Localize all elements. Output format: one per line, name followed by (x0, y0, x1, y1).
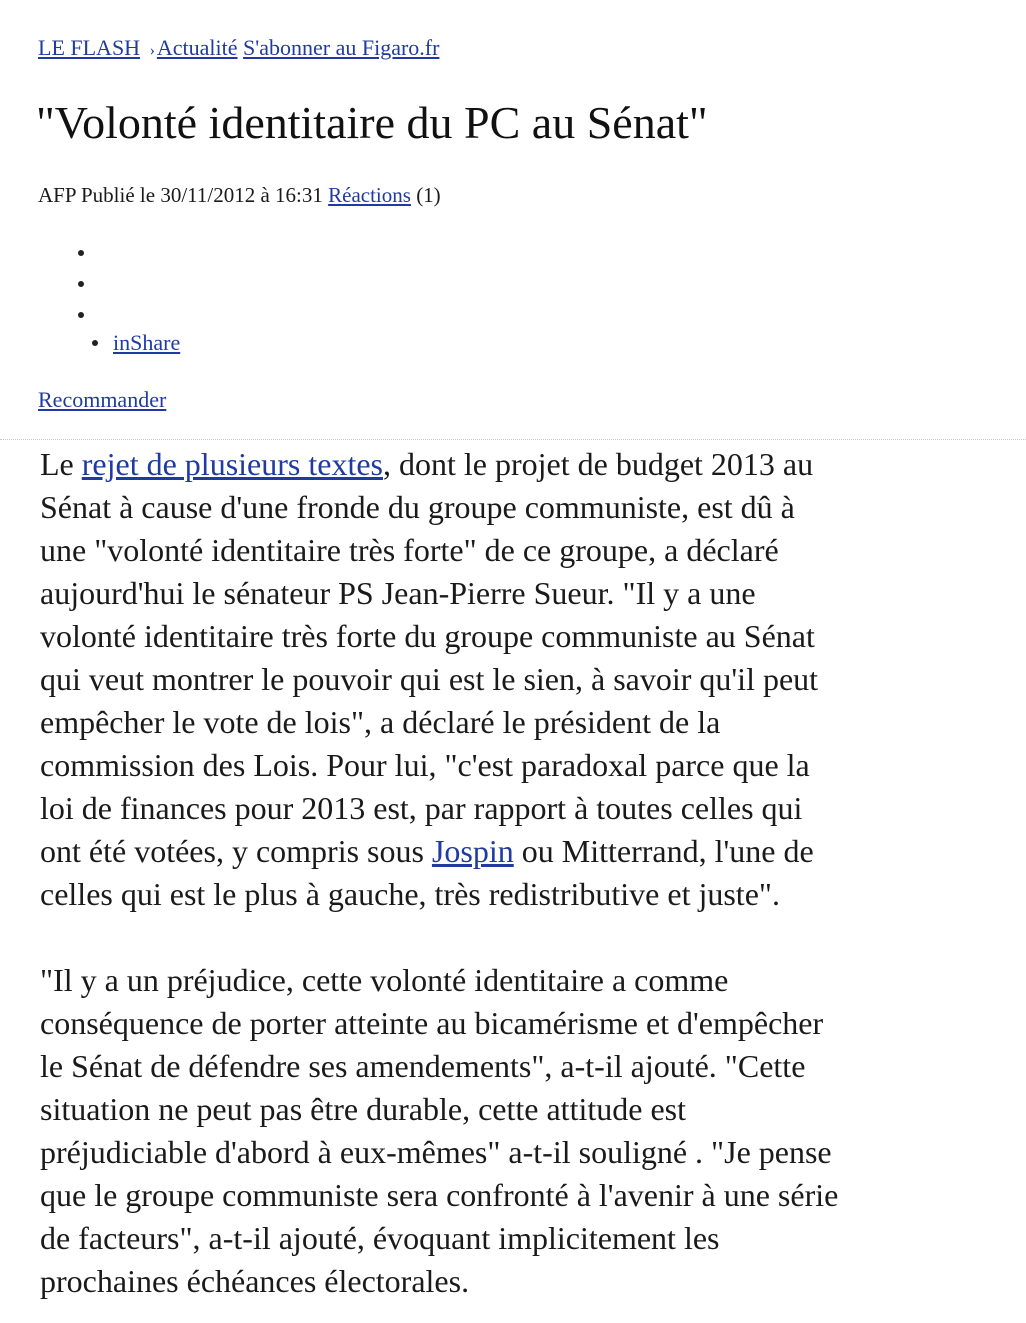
publication-info: AFP Publié le 30/11/2012 à 16:31 (38, 183, 323, 207)
text-segment: ou Mitterrand, l'une de (513, 833, 814, 869)
text-line: préjudiciable d'abord à eux-mêmes" a-t-il souligné . "Je pense (40, 1134, 832, 1170)
text-line: de facteurs", a-t-il ajouté, évoquant implicitement les (40, 1220, 720, 1256)
text-segment: Le (40, 446, 82, 482)
text-line: le Sénat de défendre ses amendements", a-t-il ajouté. "Cette (40, 1048, 806, 1084)
bullet-icon (78, 250, 84, 256)
jospin-link[interactable]: Jospin (431, 833, 514, 869)
share-item-empty (78, 300, 90, 331)
text-line: une "volonté identitaire très forte" de ce groupe, a déclaré (40, 532, 779, 568)
share-item-empty (78, 238, 90, 269)
text-line (40, 830, 1000, 873)
article-title: "Volonté identitaire du PC au Sénat" (36, 97, 708, 148)
breadcrumb-separator-icon: › (149, 42, 155, 59)
text-line: que le groupe communiste sera confronté à l'avenir à une série (40, 1177, 839, 1213)
text-line: conséquence de porter atteinte au bicamérisme et d'empêcher (40, 1005, 824, 1041)
text-line: aujourd'hui le sénateur PS Jean-Pierre Sueur. "Il y a une (40, 575, 756, 611)
reactions-count: (1) (416, 183, 441, 207)
breadcrumb-nav (38, 34, 439, 65)
paragraph-2 (40, 959, 1000, 1303)
share-item-empty (78, 269, 90, 300)
le-flash-link[interactable]: LE FLASH (38, 35, 141, 60)
recommend-link[interactable]: Recommander (38, 387, 167, 412)
text-line (40, 443, 1000, 486)
text-line: volonté identitaire très forte du groupe communiste au Sénat (40, 618, 815, 654)
text-line: situation ne peut pas être durable, cette attitude est (40, 1091, 686, 1127)
reactions-link[interactable]: Réactions (328, 183, 411, 207)
bullet-icon (78, 312, 84, 318)
share-item-inshare (78, 328, 181, 359)
text-line: commission des Lois. Pour lui, "c'est paradoxal parce que la (40, 747, 810, 783)
subscribe-link[interactable]: S'abonner au Figaro.fr (243, 35, 440, 60)
paragraph-1 (40, 443, 1000, 916)
text-segment: , dont le projet de budget 2013 au (382, 446, 814, 482)
text-line: Sénat à cause d'une fronde du groupe communiste, est dû à (40, 489, 795, 525)
bullet-icon (92, 340, 98, 346)
actualite-link[interactable]: Actualité (156, 35, 238, 60)
article-body (40, 443, 1000, 1303)
text-line: loi de finances pour 2013 est, par rapport à toutes celles qui (40, 790, 803, 826)
share-list (78, 238, 181, 359)
text-line: qui veut montrer le pouvoir qui est le sien, à savoir qu'il peut (40, 661, 819, 697)
text-line: empêcher le vote de lois", a déclaré le président de la (40, 704, 721, 740)
inshare-link[interactable]: inShare (113, 330, 181, 355)
article-meta (38, 181, 441, 209)
text-line: celles qui est le plus à gauche, très redistributive et juste". (40, 876, 780, 912)
bullet-icon (78, 281, 84, 287)
text-line: "Il y a un préjudice, cette volonté identitaire a comme (40, 962, 729, 998)
rejet-textes-link[interactable]: rejet de plusieurs textes (81, 446, 383, 482)
text-line: prochaines échéances électorales. (40, 1263, 470, 1299)
divider (0, 439, 1026, 440)
text-segment: ont été votées, y compris sous (40, 833, 432, 869)
